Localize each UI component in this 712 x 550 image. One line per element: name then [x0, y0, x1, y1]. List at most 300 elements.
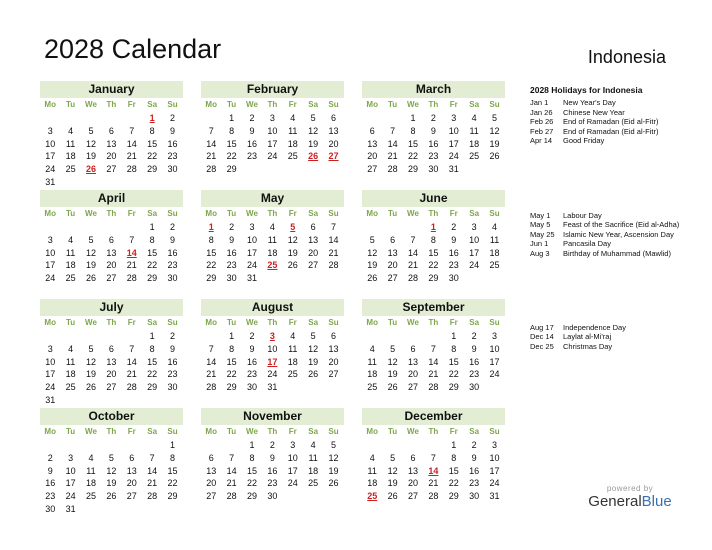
day-cell: 30: [428, 164, 439, 175]
day-cell: 8: [149, 343, 155, 354]
day-cell: 31: [65, 503, 76, 514]
day-cell: 16: [469, 465, 480, 476]
day-cell: 2: [170, 331, 176, 341]
day-cell: 1: [451, 440, 457, 450]
day-cell: 19: [106, 478, 117, 489]
weekday-label: Mo: [366, 100, 378, 109]
day-cell: 18: [367, 369, 378, 380]
day-cell: 29: [448, 491, 459, 502]
day-cell: 23: [226, 260, 237, 271]
day-cell: 9: [451, 234, 457, 245]
empty-cell: [201, 330, 221, 343]
weekday-label: Su: [167, 427, 178, 436]
holiday-entry: [530, 117, 658, 126]
day-cell: 27: [106, 164, 117, 175]
day-cell: 21: [126, 369, 137, 380]
weekday-header: [362, 427, 505, 437]
day-cell: 19: [308, 138, 319, 149]
month-october: [40, 408, 183, 516]
holiday-name: Feast of the Sacrifice (Eid al-Adha): [563, 220, 680, 230]
weekday-label: Su: [328, 318, 339, 327]
weekday-label: Th: [106, 209, 117, 218]
day-cell: 15: [448, 356, 459, 367]
empty-cell: [122, 221, 142, 234]
holiday-entry: [530, 211, 679, 220]
day-cell: 20: [367, 151, 378, 162]
day-cell: 23: [428, 151, 439, 162]
day-cell: 15: [147, 247, 158, 258]
weekday-label: Tu: [65, 209, 76, 218]
empty-cell: [382, 439, 402, 452]
empty-cell: [403, 330, 423, 343]
empty-cell: [403, 221, 423, 234]
holiday-name: End of Ramadan (Eid al-Fitr): [563, 117, 659, 127]
holiday-date: Dec 25: [530, 341, 554, 351]
holiday-day: 27: [328, 151, 339, 162]
month-august: [201, 299, 344, 394]
day-cell: 2: [430, 113, 436, 123]
brand-logo[interactable]: [588, 484, 672, 510]
day-cell: 21: [428, 369, 439, 380]
day-cell: 23: [45, 491, 56, 502]
day-cell: 19: [387, 478, 398, 489]
day-cell: 27: [126, 491, 137, 502]
holiday-date: Apr 14: [530, 136, 553, 146]
day-cell: 28: [428, 382, 439, 393]
day-cell: 13: [367, 138, 378, 149]
day-cell: 1: [229, 113, 235, 123]
holiday-entry: [530, 323, 626, 332]
day-cell: 24: [45, 164, 56, 175]
day-cell: 22: [448, 478, 459, 489]
holiday-date: Jun 1: [530, 239, 549, 249]
day-cell: 4: [310, 440, 316, 450]
empty-cell: [382, 221, 402, 234]
day-cell: 22: [428, 260, 439, 271]
day-cell: 5: [310, 113, 316, 123]
day-cell: 29: [147, 382, 158, 393]
day-cell: 11: [367, 465, 377, 476]
weekday-label: Mo: [366, 427, 378, 436]
weekday-label: Tu: [226, 427, 237, 436]
weekday-label: Tu: [226, 100, 237, 109]
day-cell: 8: [451, 452, 457, 463]
holiday-name: Good Friday: [563, 136, 605, 146]
day-cell: 18: [287, 356, 298, 367]
day-cell: 18: [469, 138, 480, 149]
day-cell: 30: [167, 164, 178, 175]
day-cell: 11: [469, 125, 479, 136]
day-cell: 29: [226, 382, 237, 393]
day-cell: 5: [369, 234, 375, 245]
day-cell: 11: [288, 343, 298, 354]
day-cell: 7: [390, 125, 396, 136]
day-cell: 8: [208, 234, 214, 245]
day-cell: 27: [407, 491, 418, 502]
day-cell: 9: [471, 452, 477, 463]
day-cell: 16: [226, 247, 237, 258]
day-cell: 21: [226, 478, 237, 489]
day-cell: 30: [448, 273, 459, 284]
day-cell: 11: [267, 234, 278, 245]
day-cell: 29: [206, 273, 217, 284]
empty-cell: [201, 112, 221, 125]
day-cell: 14: [126, 356, 137, 367]
holiday-name: Birthday of Muhammad (Mawlid): [563, 248, 671, 258]
day-cell: 3: [492, 331, 498, 341]
day-cell: 5: [88, 125, 94, 136]
month-header: November: [201, 408, 344, 425]
day-cell: 29: [407, 164, 418, 175]
day-cell: 3: [269, 113, 275, 123]
month-may: [201, 190, 344, 285]
day-cell: 19: [85, 369, 96, 380]
day-cell: 7: [208, 343, 214, 354]
day-cell: 4: [369, 452, 375, 463]
weekday-label: We: [246, 427, 258, 436]
weekday-label: Tu: [226, 318, 237, 327]
day-cell: 25: [367, 382, 378, 393]
weekday-label: We: [85, 427, 97, 436]
day-cell: 19: [328, 465, 339, 476]
day-cell: 3: [471, 222, 477, 232]
month-header: December: [362, 408, 505, 425]
holiday-day: 17: [267, 356, 278, 367]
weekday-label: Su: [489, 209, 500, 218]
day-cell: 5: [310, 331, 316, 341]
weekday-label: Sa: [147, 100, 158, 109]
day-cell: 5: [108, 452, 114, 463]
day-cell: 10: [65, 465, 76, 476]
holiday-date: Aug 3: [530, 248, 550, 258]
holiday-entry: [530, 98, 658, 107]
day-cell: 19: [489, 138, 500, 149]
weekday-header: [40, 318, 183, 328]
day-cell: 27: [206, 491, 217, 502]
day-cell: 20: [206, 478, 217, 489]
empty-cell: [382, 330, 402, 343]
day-cell: 10: [45, 138, 56, 149]
empty-cell: [81, 439, 101, 452]
holiday-day: 14: [428, 465, 439, 476]
day-cell: 21: [428, 478, 439, 489]
day-cell: 11: [308, 452, 318, 463]
month-header: March: [362, 81, 505, 98]
weekday-label: Mo: [205, 209, 217, 218]
day-cell: 12: [287, 234, 298, 245]
day-cell: 12: [387, 465, 398, 476]
day-cell: 2: [269, 440, 275, 450]
day-cell: 20: [407, 369, 418, 380]
weekday-header: [362, 318, 505, 328]
day-cell: 25: [65, 164, 76, 175]
day-cell: 2: [471, 440, 477, 450]
day-cell: 4: [88, 452, 94, 463]
weekday-label: Fr: [288, 100, 297, 109]
day-cell: 16: [246, 356, 257, 367]
day-cell: 15: [226, 356, 237, 367]
weekday-label: Mo: [366, 209, 378, 218]
day-cell: 14: [147, 465, 158, 476]
holiday-day: 1: [149, 113, 155, 123]
day-cell: 5: [88, 234, 94, 245]
empty-cell: [101, 221, 121, 234]
day-cell: 16: [167, 138, 178, 149]
day-cell: 31: [45, 394, 56, 405]
holiday-name: Labour Day: [563, 211, 602, 220]
day-cell: 10: [267, 125, 278, 136]
day-cell: 17: [45, 260, 56, 271]
day-cell: 11: [489, 234, 500, 245]
holiday-date: Feb 26: [530, 117, 554, 127]
day-cell: 1: [249, 440, 255, 450]
day-grid: [362, 439, 505, 503]
day-cell: 6: [331, 331, 337, 341]
day-cell: 5: [390, 452, 396, 463]
day-cell: 25: [85, 491, 96, 502]
day-cell: 18: [65, 151, 76, 162]
weekday-header: [40, 100, 183, 110]
day-cell: 14: [328, 234, 339, 245]
day-cell: 20: [328, 356, 339, 367]
empty-cell: [60, 330, 80, 343]
weekday-label: Fr: [127, 209, 136, 218]
day-cell: 13: [328, 125, 339, 136]
weekday-label: Mo: [44, 209, 56, 218]
weekday-label: We: [407, 427, 419, 436]
day-cell: 19: [85, 260, 96, 271]
day-cell: 28: [407, 273, 418, 284]
day-cell: 28: [126, 382, 137, 393]
day-cell: 19: [287, 247, 298, 258]
day-cell: 22: [226, 369, 237, 380]
day-cell: 21: [147, 478, 158, 489]
day-cell: 17: [267, 138, 278, 149]
weekday-label: Th: [267, 100, 278, 109]
day-cell: 28: [328, 260, 339, 271]
day-cell: 7: [208, 125, 214, 136]
weekday-label: We: [85, 318, 97, 327]
weekday-label: Fr: [127, 100, 136, 109]
day-cell: 30: [167, 273, 178, 284]
day-cell: 18: [489, 247, 500, 258]
weekday-label: Th: [267, 427, 278, 436]
day-cell: 28: [428, 491, 439, 502]
holiday-list-2: [530, 211, 679, 258]
day-grid: [201, 221, 344, 285]
day-cell: 26: [287, 260, 298, 271]
holiday-name: Independence Day: [563, 323, 626, 332]
weekday-label: We: [407, 318, 419, 327]
day-cell: 7: [129, 234, 135, 245]
empty-cell: [221, 439, 241, 452]
weekday-label: Fr: [449, 100, 458, 109]
weekday-label: Su: [167, 100, 178, 109]
day-cell: 29: [167, 491, 178, 502]
day-cell: 6: [208, 452, 214, 463]
day-cell: 25: [65, 382, 76, 393]
day-cell: 6: [310, 222, 316, 232]
month-header: August: [201, 299, 344, 316]
empty-cell: [362, 221, 382, 234]
day-cell: 26: [85, 273, 96, 284]
day-cell: 15: [407, 138, 418, 149]
day-cell: 1: [451, 331, 457, 341]
day-cell: 27: [328, 369, 339, 380]
day-cell: 7: [229, 452, 235, 463]
day-cell: 24: [45, 382, 56, 393]
day-cell: 7: [331, 222, 337, 232]
weekday-label: Sa: [469, 209, 480, 218]
day-grid: [362, 330, 505, 394]
holiday-date: May 5: [530, 220, 551, 230]
day-cell: 17: [489, 465, 500, 476]
day-cell: 4: [68, 234, 74, 245]
day-cell: 17: [287, 465, 298, 476]
day-cell: 18: [85, 478, 96, 489]
holiday-entry: [530, 136, 658, 145]
day-cell: 13: [328, 343, 339, 354]
day-cell: 24: [469, 260, 480, 271]
day-cell: 13: [106, 356, 117, 367]
day-cell: 9: [249, 125, 255, 136]
day-cell: 25: [469, 151, 480, 162]
day-cell: 16: [167, 356, 178, 367]
day-cell: 9: [430, 125, 436, 136]
day-cell: 9: [47, 465, 53, 476]
day-cell: 15: [428, 247, 439, 258]
day-grid: [362, 221, 505, 285]
day-cell: 28: [147, 491, 158, 502]
day-cell: 5: [331, 440, 337, 450]
day-cell: 16: [428, 138, 439, 149]
day-cell: 16: [469, 356, 480, 367]
day-cell: 7: [149, 452, 155, 463]
day-cell: 24: [246, 260, 257, 271]
weekday-header: [201, 100, 344, 110]
day-cell: 12: [85, 247, 96, 258]
day-cell: 21: [407, 260, 418, 271]
day-cell: 10: [448, 125, 459, 136]
month-header: October: [40, 408, 183, 425]
day-cell: 23: [448, 260, 459, 271]
day-grid: [40, 439, 183, 516]
day-cell: 22: [147, 260, 158, 271]
day-cell: 25: [287, 151, 298, 162]
day-cell: 26: [489, 151, 500, 162]
day-cell: 14: [407, 247, 418, 258]
day-cell: 8: [149, 234, 155, 245]
day-cell: 4: [68, 125, 74, 136]
day-cell: 4: [471, 113, 477, 123]
empty-cell: [423, 439, 443, 452]
empty-cell: [40, 112, 60, 125]
day-cell: 7: [430, 343, 436, 354]
weekday-label: Fr: [449, 318, 458, 327]
weekday-label: Su: [489, 100, 500, 109]
holiday-day: 3: [269, 331, 275, 341]
day-cell: 7: [430, 452, 436, 463]
day-cell: 18: [65, 369, 76, 380]
day-cell: 1: [149, 331, 155, 341]
day-cell: 6: [410, 452, 416, 463]
day-cell: 19: [387, 369, 398, 380]
holiday-name: End of Ramadan (Eid al-Fitr): [563, 126, 659, 136]
day-cell: 13: [407, 356, 418, 367]
month-july: [40, 299, 183, 407]
day-cell: 4: [369, 343, 375, 354]
empty-cell: [81, 330, 101, 343]
day-cell: 2: [170, 222, 176, 232]
weekday-label: Fr: [288, 209, 297, 218]
day-cell: 3: [492, 440, 498, 450]
day-cell: 29: [428, 273, 439, 284]
day-cell: 23: [246, 151, 257, 162]
weekday-label: Tu: [387, 100, 398, 109]
day-cell: 29: [226, 164, 237, 175]
day-cell: 3: [47, 343, 53, 354]
day-cell: 28: [387, 164, 398, 175]
day-cell: 16: [246, 138, 257, 149]
empty-cell: [201, 439, 221, 452]
weekday-header: [362, 209, 505, 219]
empty-cell: [60, 439, 80, 452]
day-cell: 28: [206, 382, 217, 393]
day-cell: 3: [249, 222, 255, 232]
day-cell: 11: [288, 125, 298, 136]
weekday-header: [40, 209, 183, 219]
day-cell: 28: [126, 164, 137, 175]
weekday-label: Th: [267, 209, 278, 218]
day-cell: 10: [246, 234, 257, 245]
day-cell: 8: [410, 125, 416, 136]
page-title: 2028 Calendar: [44, 34, 222, 64]
day-cell: 10: [45, 356, 56, 367]
holiday-date: Jan 1: [530, 98, 549, 108]
day-cell: 25: [65, 273, 76, 284]
day-cell: 22: [448, 369, 459, 380]
day-cell: 28: [126, 273, 137, 284]
weekday-label: We: [85, 209, 97, 218]
day-cell: 8: [170, 452, 176, 463]
weekday-label: Th: [428, 209, 439, 218]
day-cell: 27: [308, 260, 319, 271]
empty-cell: [382, 112, 402, 125]
holiday-entry: [530, 342, 626, 351]
day-cell: 16: [448, 247, 459, 258]
weekday-label: Tu: [387, 427, 398, 436]
empty-cell: [40, 330, 60, 343]
day-cell: 21: [126, 260, 137, 271]
day-cell: 10: [45, 247, 56, 258]
weekday-label: Tu: [65, 100, 76, 109]
day-cell: 21: [328, 247, 339, 258]
day-cell: 20: [328, 138, 339, 149]
day-cell: 26: [387, 491, 398, 502]
holiday-entry: [530, 239, 679, 248]
day-cell: 25: [308, 478, 319, 489]
weekday-label: We: [246, 318, 258, 327]
day-cell: 3: [290, 440, 296, 450]
day-cell: 22: [147, 151, 158, 162]
weekday-label: Tu: [387, 209, 398, 218]
day-cell: 20: [308, 247, 319, 258]
empty-cell: [362, 330, 382, 343]
month-header: July: [40, 299, 183, 316]
day-cell: 18: [267, 247, 278, 258]
day-cell: 17: [65, 478, 76, 489]
day-cell: 30: [246, 382, 257, 393]
